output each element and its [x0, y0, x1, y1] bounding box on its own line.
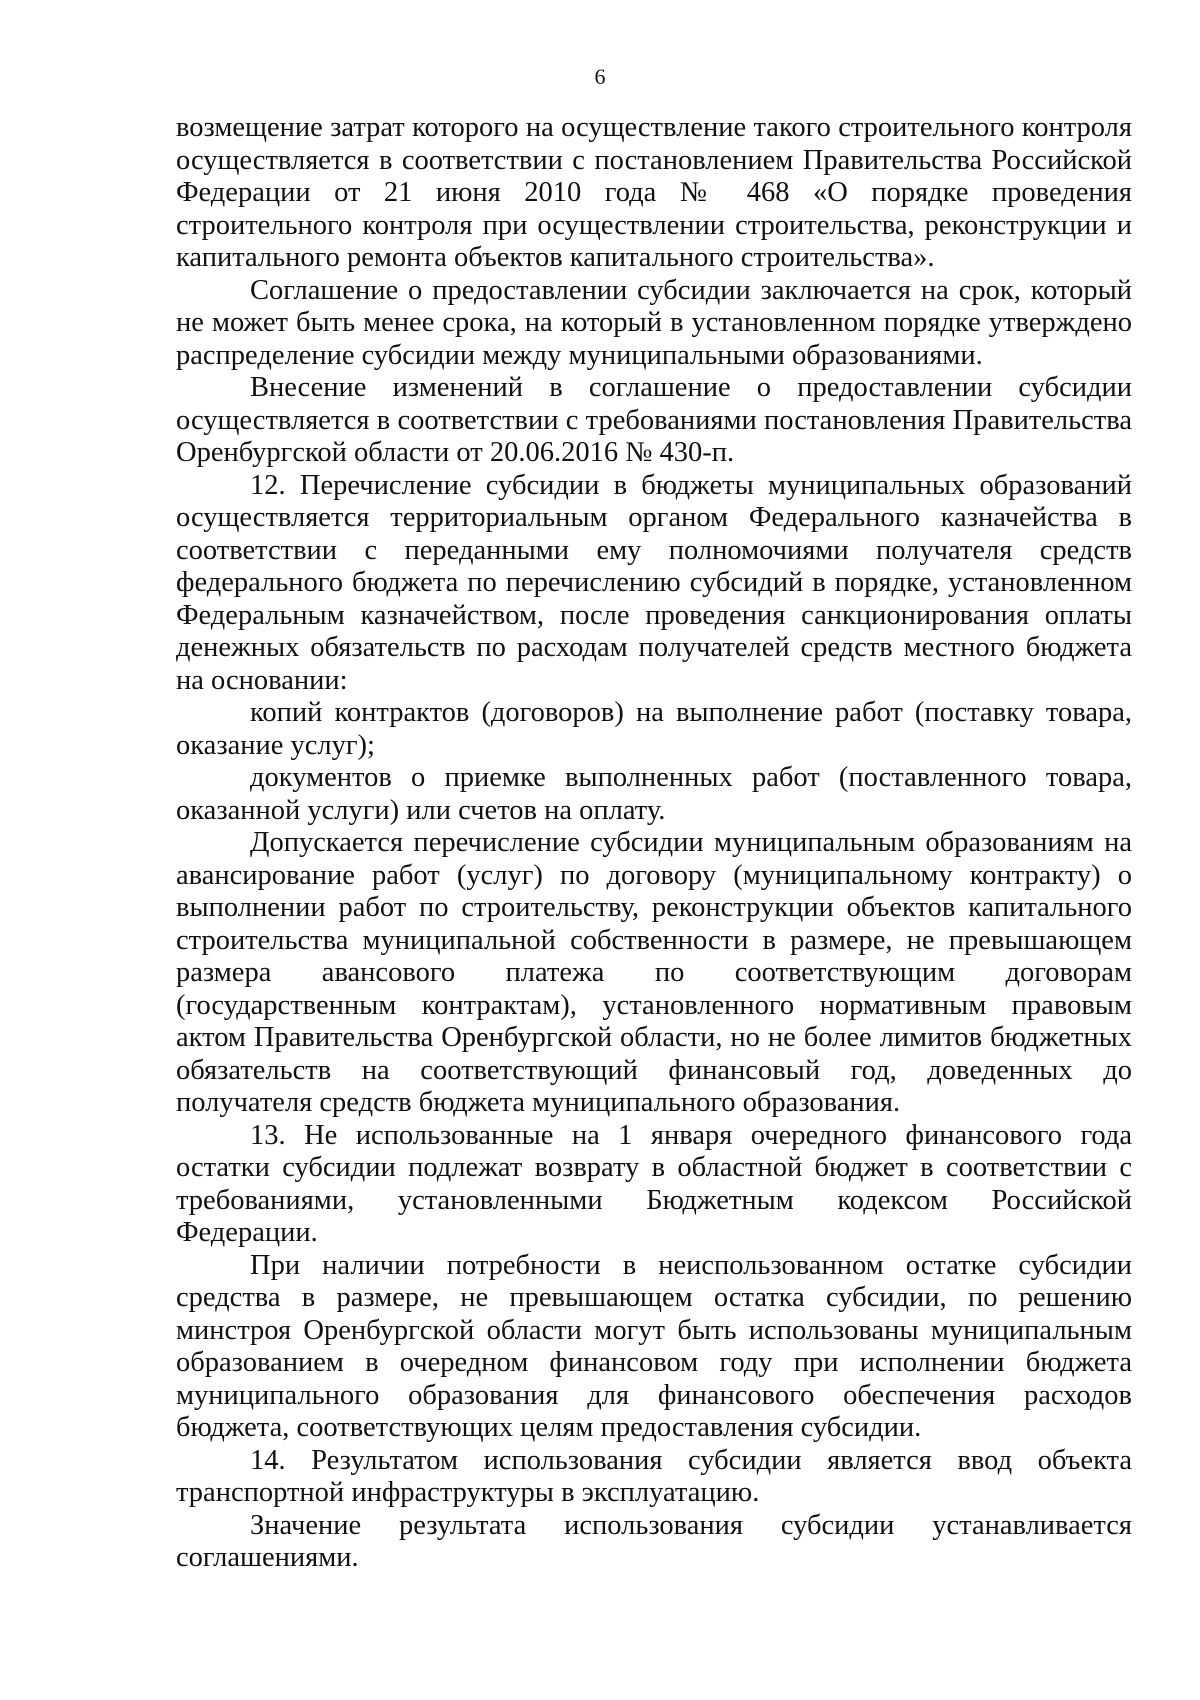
- document-body: [176, 112, 1132, 1575]
- paragraph-item-13: 13. Не использованные на 1 января очередного финансового года остатки субсидии подлежат возврату в областной бюджет в соответствии с требованиями, установленными Бюджетным кодексом Российской Федерации.: [176, 1119, 1132, 1248]
- paragraph-item-14: 14. Результатом использования субсидии является ввод объекта транспортной инфраструктуры в эксплуатацию.: [176, 1444, 1132, 1508]
- paragraph-continuation: возмещение затрат которого на осуществление такого строительного контроля осуществляется в соответствии с постановлением Правительства Российской Федерации от 21 июня 2010 года № 468 «О порядке проведения строительного контроля при осуществлении строительства, реконструкции и капитального ремонта объектов капитального строительства».: [176, 112, 1132, 273]
- page-number: 6: [594, 64, 606, 89]
- paragraph-advance-payment: Допускается перечисление субсидии муниципальным образованиям на авансирование работ (услуг) по договору (муниципальному контракту) о выполнении работ по строительству, реконструкции объектов капитального строительства муниципальной собственности в размере, не превышающем размера авансового платежа по соответствующим договорам (государственным контрактам), установленного нормативным правовым актом Правительства Оренбургской области, но не более лимитов бюджетных обязательств на соответствующий финансовый год, доведенных до получателя средств бюджета муниципального образования.: [176, 827, 1132, 1118]
- paragraph-agreement-changes: Внесение изменений в соглашение о предоставлении субсидии осуществляется в соответствии с требованиями постановления Правительства Оренбургской области от 20.06.2016 № 430-п.: [176, 372, 1132, 468]
- paragraph-item-12: 12. Перечисление субсидии в бюджеты муниципальных образований осуществляется территориальным органом Федерального казначейства в соответствии с переданными ему полномочиями получателя средств федерального бюджета по перечислению субсидий в порядке, установленном Федеральным казначейством, после проведения санкционирования оплаты денежных обязательств по расходам получателей средств местного бюджета на основании:: [176, 469, 1132, 696]
- paragraph-result-value: Значение результата использования субсидии устанавливается соглашениями.: [176, 1509, 1132, 1573]
- paragraph-acceptance-documents: документов о приемке выполненных работ (поставленного товара, оказанной услуги) или счетов на оплату.: [176, 762, 1132, 826]
- paragraph-contract-copies: копий контрактов (договоров) на выполнение работ (поставку товара, оказание услуг);: [176, 697, 1132, 761]
- paragraph-agreement-term: Соглашение о предоставлении субсидии заключается на срок, который не может быть менее срока, на который в установленном порядке утверждено распределение субсидии между муниципальными образованиями.: [176, 274, 1132, 371]
- paragraph-unused-balance: При наличии потребности в неиспользованном остатке субсидии средства в размере, не превышающем остатка субсидии, по решению минстроя Оренбургской области могут быть использованы муниципальным образованием в очередном финансовом году при исполнении бюджета муниципального образования для финансового обеспечения расходов бюджета, соответствующих целям предоставления субсидии.: [176, 1249, 1132, 1443]
